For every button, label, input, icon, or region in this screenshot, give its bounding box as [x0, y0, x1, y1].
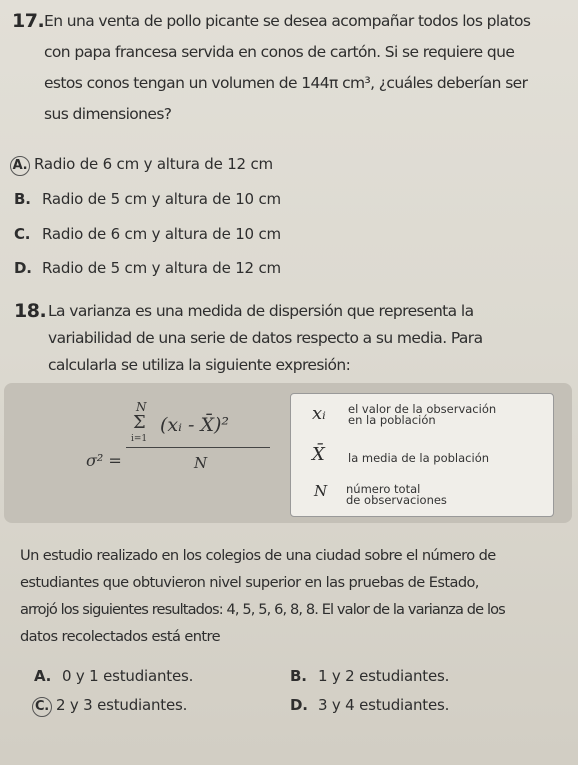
fraction-bar [126, 447, 270, 448]
q17-option-d-text: Radio de 5 cm y altura de 12 cm [42, 259, 281, 277]
study-line-3: arrojó los siguientes resultados: 4, 5, 5, 6, 8, 8. El valor de la varianza de los [20, 601, 505, 618]
legend-text-xbar: la media de la población [348, 451, 490, 465]
q18-option-b-text: 1 y 2 estudiantes. [318, 667, 450, 685]
q18-option-b-letter: B. [290, 667, 307, 685]
study-line-1: Un estudio realizado en los colegios de una ciudad sobre el número de [20, 547, 496, 564]
legend-symbol-n: N [314, 482, 328, 500]
question-18-line-2: variabilidad de una serie de datos respecto a su media. Para [48, 329, 483, 347]
q17-option-b[interactable] [14, 190, 281, 208]
q17-option-d-letter: D. [14, 259, 32, 277]
q17-option-c-text: Radio de 6 cm y altura de 10 cm [42, 225, 281, 243]
question-17-line-3: estos conos tengan un volumen de 144π cm³, ¿cuáles deberían ser [44, 74, 528, 92]
formula-sum-symbol: Σ [133, 412, 146, 433]
legend-text-n [346, 484, 447, 506]
q18-option-c-text: 2 y 3 estudiantes. [56, 696, 188, 714]
legend-text-xi [348, 404, 496, 426]
question-17-line-4: sus dimensiones? [44, 105, 172, 123]
question-17-number: 17. [12, 10, 45, 32]
q17-option-a-text: Radio de 6 cm y altura de 12 cm [34, 155, 273, 173]
q17-option-b-letter: B. [14, 190, 31, 208]
formula-numerator: (xᵢ - X̄)² [160, 414, 230, 436]
q17-option-c[interactable] [14, 225, 281, 243]
study-paragraph [20, 545, 574, 648]
legend-symbol-xi: xᵢ [312, 403, 326, 424]
formula-lhs: σ² = [86, 451, 122, 470]
q17-option-d[interactable] [14, 259, 281, 277]
selected-mark-icon: C. [32, 697, 52, 717]
q18-option-a[interactable] [34, 667, 193, 685]
formula-sum-bottom: i=1 [131, 434, 148, 444]
selected-mark-icon: A. [10, 156, 30, 176]
q18-option-b[interactable] [290, 667, 449, 685]
question-18-line-3: calcularla se utiliza la siguiente expresión: [48, 356, 351, 374]
legend-n-line-1: número total [346, 482, 421, 496]
legend-xi-line-2: en la población [348, 413, 436, 427]
legend-xi-line-1: el valor de la observación [348, 402, 497, 416]
q17-option-c-letter: C. [14, 225, 31, 243]
q18-option-a-letter: A. [34, 667, 52, 685]
study-line-4: datos recolectados está entre [20, 628, 220, 645]
formula-denominator: N [194, 454, 208, 472]
q18-option-a-text: 0 y 1 estudiantes. [62, 667, 194, 685]
q17-option-b-text: Radio de 5 cm y altura de 10 cm [42, 190, 281, 208]
question-18-line-1: La varianza es una medida de dispersión que representa la [48, 302, 474, 320]
q18-option-d-letter: D. [290, 696, 308, 714]
question-18-text [48, 300, 572, 377]
question-17-line-2: con papa francesa servida en conos de cartón. Si se requiere que [44, 43, 515, 61]
question-17-line-1: En una venta de pollo picante se desea acompañar todos los platos [44, 12, 531, 30]
legend-n-line-2: de observaciones [346, 493, 447, 507]
q18-option-d-text: 3 y 4 estudiantes. [318, 696, 450, 714]
q18-option-d[interactable] [290, 696, 449, 714]
legend-symbol-xbar: X̄ [312, 444, 325, 465]
q18-option-c[interactable] [32, 696, 187, 717]
question-17-text [44, 10, 574, 126]
formula-sum-top: N [136, 400, 147, 414]
q17-option-a[interactable] [10, 155, 273, 176]
question-18-number: 18. [14, 300, 47, 322]
study-line-2: estudiantes que obtuvieron nivel superior en las pruebas de Estado, [20, 574, 479, 591]
